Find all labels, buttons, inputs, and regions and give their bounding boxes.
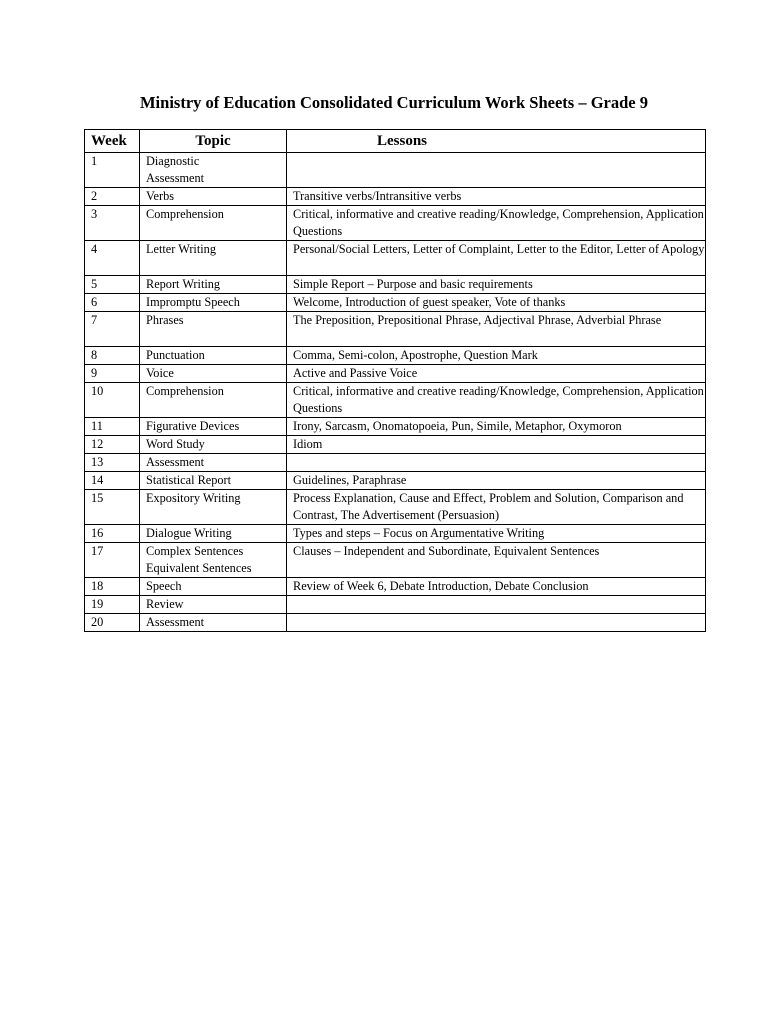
topic-cell: Figurative Devices: [140, 418, 287, 436]
week-cell: 4: [85, 241, 140, 276]
curriculum-table: [84, 129, 706, 632]
week-cell: 2: [85, 188, 140, 206]
week-cell: 16: [85, 525, 140, 543]
week-cell: 5: [85, 276, 140, 294]
page-title: Ministry of Education Consolidated Curriculum Work Sheets – Grade 9: [139, 93, 648, 112]
week-cell: 14: [85, 472, 140, 490]
lessons-cell: The Preposition, Prepositional Phrase, Adjectival Phrase, Adverbial Phrase: [287, 312, 706, 347]
topic-cell: Assessment: [140, 614, 287, 632]
table-row: [85, 347, 706, 365]
lessons-cell: Comma, Semi-colon, Apostrophe, Question Mark: [287, 347, 706, 365]
topic-cell: Complex Sentences Equivalent Sentences: [140, 543, 287, 578]
lessons-cell: Critical, informative and creative reading/Knowledge, Comprehension, Application Questions: [287, 383, 706, 418]
topic-cell: Speech: [140, 578, 287, 596]
lessons-cell: [287, 153, 706, 188]
week-cell: 20: [85, 614, 140, 632]
table-header-row: [85, 130, 706, 153]
table-row: [85, 596, 706, 614]
column-header-week: Week: [85, 130, 140, 153]
lessons-cell: Clauses – Independent and Subordinate, Equivalent Sentences: [287, 543, 706, 578]
topic-cell: Verbs: [140, 188, 287, 206]
week-cell: 19: [85, 596, 140, 614]
lessons-cell: Critical, informative and creative reading/Knowledge, Comprehension, Application Questions: [287, 206, 706, 241]
table-row: [85, 543, 706, 578]
table-row: [85, 490, 706, 525]
table-row: [85, 454, 706, 472]
topic-cell: Review: [140, 596, 287, 614]
lessons-cell: Review of Week 6, Debate Introduction, Debate Conclusion: [287, 578, 706, 596]
lessons-cell: Personal/Social Letters, Letter of Complaint, Letter to the Editor, Letter of Apology: [287, 241, 706, 276]
column-header-lessons: Lessons: [287, 130, 706, 153]
week-cell: 18: [85, 578, 140, 596]
topic-cell: Voice: [140, 365, 287, 383]
lessons-cell: Active and Passive Voice: [287, 365, 706, 383]
week-cell: 11: [85, 418, 140, 436]
week-cell: 3: [85, 206, 140, 241]
week-cell: 17: [85, 543, 140, 578]
week-cell: 6: [85, 294, 140, 312]
table-row: [85, 365, 706, 383]
topic-cell: Dialogue Writing: [140, 525, 287, 543]
table-row: [85, 153, 706, 188]
lessons-cell: Simple Report – Purpose and basic requirements: [287, 276, 706, 294]
week-cell: 10: [85, 383, 140, 418]
week-cell: 13: [85, 454, 140, 472]
table-row: [85, 276, 706, 294]
topic-cell: Punctuation: [140, 347, 287, 365]
week-cell: 15: [85, 490, 140, 525]
table-row: [85, 436, 706, 454]
topic-cell: Comprehension: [140, 206, 287, 241]
table-row: [85, 472, 706, 490]
lessons-cell: Idiom: [287, 436, 706, 454]
table-row: [85, 578, 706, 596]
lessons-cell: Process Explanation, Cause and Effect, Problem and Solution, Comparison and Contrast, The Advertisement (Persuasion): [287, 490, 706, 525]
table-row: [85, 312, 706, 347]
table-row: [85, 525, 706, 543]
topic-cell: Phrases: [140, 312, 287, 347]
week-cell: 12: [85, 436, 140, 454]
topic-cell: Impromptu Speech: [140, 294, 287, 312]
table-row: [85, 614, 706, 632]
lessons-cell: Transitive verbs/Intransitive verbs: [287, 188, 706, 206]
week-cell: 8: [85, 347, 140, 365]
table-row: [85, 383, 706, 418]
table-row: [85, 418, 706, 436]
topic-cell: Statistical Report: [140, 472, 287, 490]
topic-cell: Letter Writing: [140, 241, 287, 276]
lessons-cell: [287, 454, 706, 472]
table-row: [85, 241, 706, 276]
topic-cell: Comprehension: [140, 383, 287, 418]
topic-cell: Word Study: [140, 436, 287, 454]
topic-cell: Assessment: [140, 454, 287, 472]
week-cell: 9: [85, 365, 140, 383]
table-row: [85, 294, 706, 312]
lessons-cell: Irony, Sarcasm, Onomatopoeia, Pun, Simile, Metaphor, Oxymoron: [287, 418, 706, 436]
lessons-cell: Welcome, Introduction of guest speaker, Vote of thanks: [287, 294, 706, 312]
topic-cell: Report Writing: [140, 276, 287, 294]
lessons-cell: Types and steps – Focus on Argumentative Writing: [287, 525, 706, 543]
week-cell: 1: [85, 153, 140, 188]
topic-cell: Expository Writing: [140, 490, 287, 525]
table-row: [85, 206, 706, 241]
table-row: [85, 188, 706, 206]
lessons-cell: [287, 614, 706, 632]
week-cell: 7: [85, 312, 140, 347]
lessons-cell: Guidelines, Paraphrase: [287, 472, 706, 490]
lessons-cell: [287, 596, 706, 614]
column-header-topic: Topic: [140, 130, 287, 153]
topic-cell: Diagnostic Assessment: [140, 153, 287, 188]
